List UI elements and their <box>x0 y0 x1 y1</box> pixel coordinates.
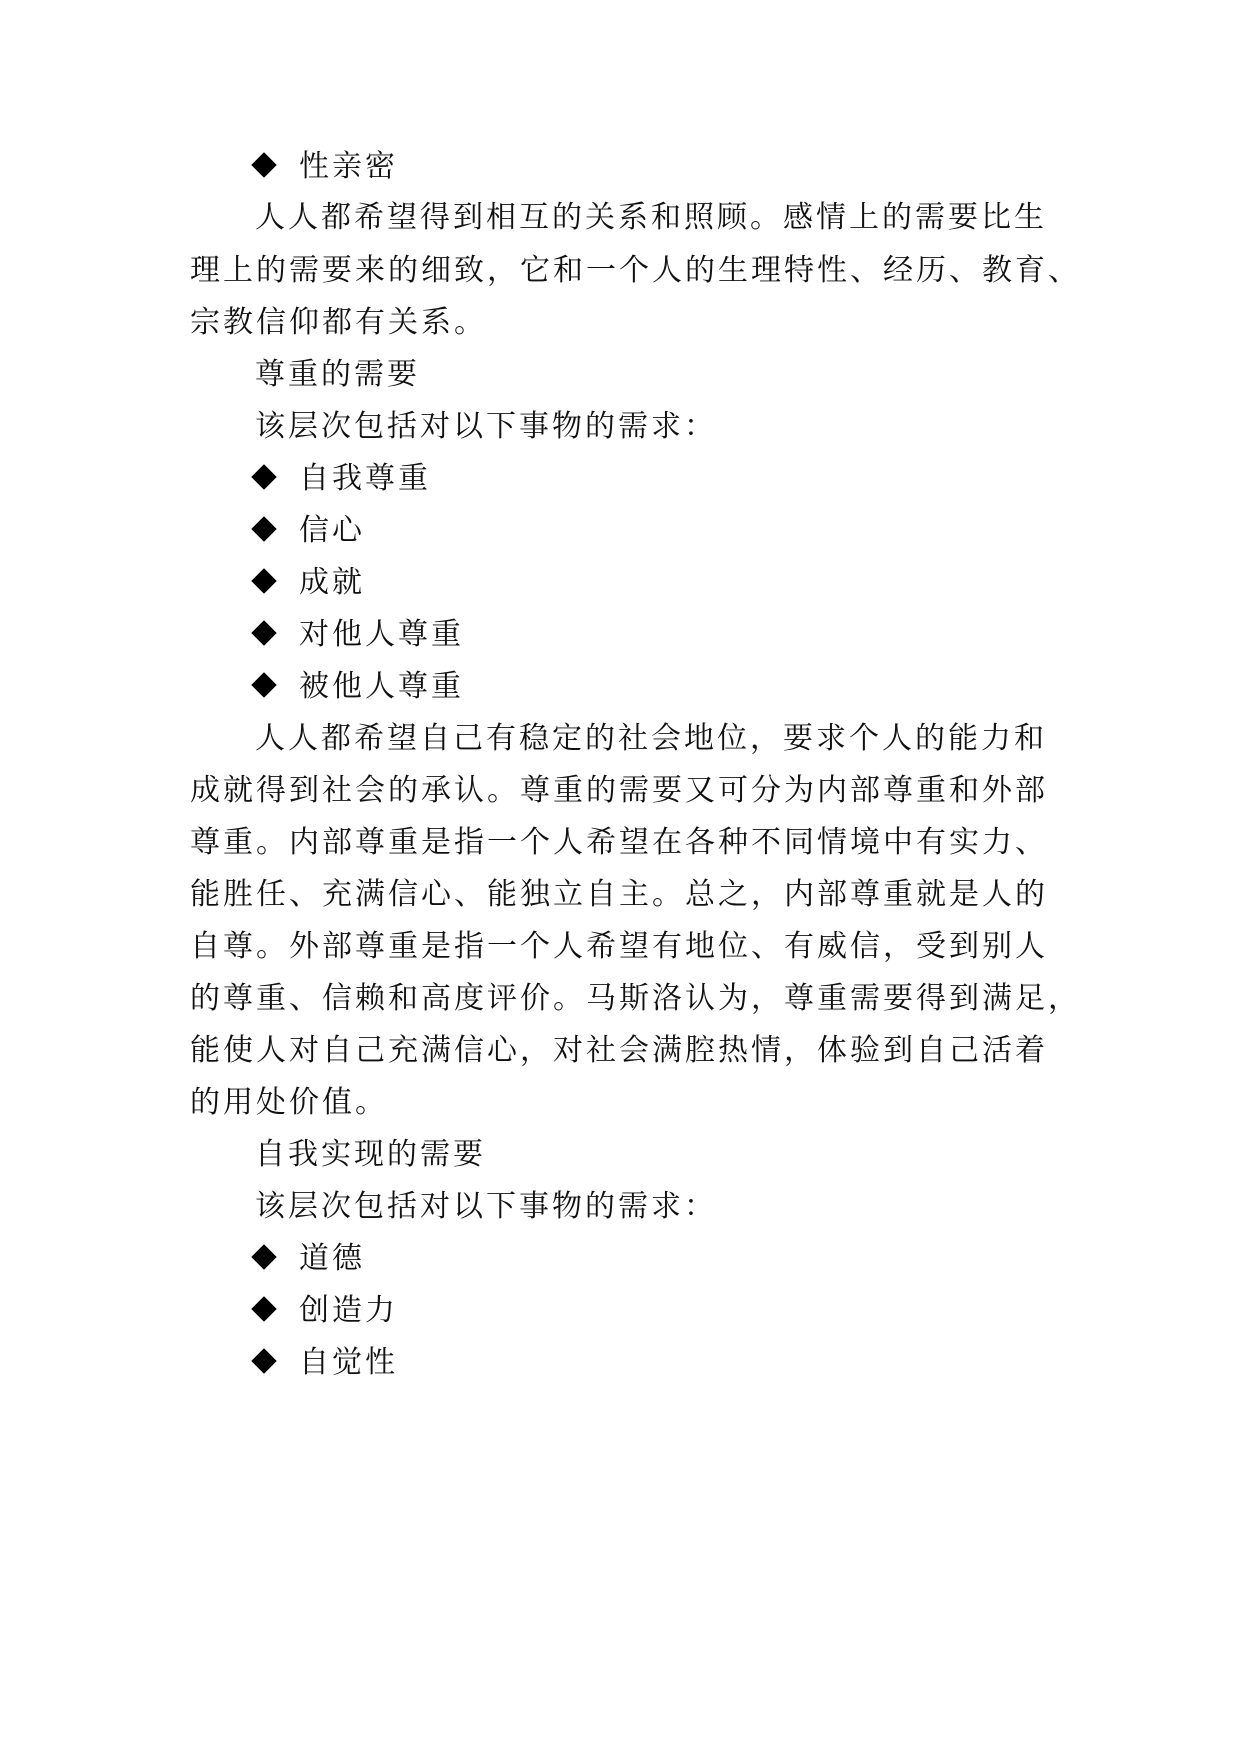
list-item <box>255 1343 398 1383</box>
list-item-text: 自觉性 <box>299 1345 398 1380</box>
list-item <box>255 147 398 187</box>
paragraph-line: 理上的需要来的细致，它和一个人的生理特性、经历、教育、 <box>190 253 1081 288</box>
diamond-bullet-icon <box>251 568 276 593</box>
diamond-bullet-icon <box>251 1296 276 1321</box>
paragraph-line: 能使人对自己充满信心，对社会满腔热情，体验到自己活着 <box>190 1033 1048 1068</box>
list-item <box>255 511 365 551</box>
paragraph-line: 的尊重、信赖和高度评价。马斯洛认为，尊重需要得到满足， <box>190 981 1081 1016</box>
diamond-bullet-icon <box>251 464 276 489</box>
list-item-text: 创造力 <box>299 1293 398 1328</box>
diamond-bullet-icon <box>251 516 276 541</box>
section-heading: 自我实现的需要 <box>255 1137 486 1172</box>
list-item <box>255 1291 398 1331</box>
list-item-text: 道德 <box>299 1241 365 1276</box>
section-intro: 该层次包括对以下事物的需求： <box>255 409 717 444</box>
list-item-text: 信心 <box>299 513 365 548</box>
list-item-text: 自我尊重 <box>299 461 431 496</box>
diamond-bullet-icon <box>251 1244 276 1269</box>
paragraph-line: 宗教信仰都有关系。 <box>190 305 487 340</box>
paragraph-line: 尊重。内部尊重是指一个人希望在各种不同情境中有实力、 <box>190 825 1048 860</box>
diamond-bullet-icon <box>251 620 276 645</box>
list-item <box>255 1239 365 1279</box>
paragraph-line: 人人都希望得到相互的关系和照顾。感情上的需要比生 <box>255 200 1047 235</box>
list-item <box>255 667 464 707</box>
list-item <box>255 459 431 499</box>
paragraph-line: 自尊。外部尊重是指一个人希望有地位、有威信，受到别人 <box>190 929 1048 964</box>
section-heading: 尊重的需要 <box>255 357 420 392</box>
diamond-bullet-icon <box>251 152 276 177</box>
list-item-text: 成就 <box>299 565 365 600</box>
list-item-text: 对他人尊重 <box>299 617 464 652</box>
paragraph-line: 能胜任、充满信心、能独立自主。总之，内部尊重就是人的 <box>190 877 1048 912</box>
list-item-text: 被他人尊重 <box>299 669 464 704</box>
diamond-bullet-icon <box>251 672 276 697</box>
list-item <box>255 615 464 655</box>
paragraph-line: 人人都希望自己有稳定的社会地位，要求个人的能力和 <box>255 721 1047 756</box>
paragraph-line: 的用处价值。 <box>190 1085 388 1120</box>
diamond-bullet-icon <box>251 1348 276 1373</box>
list-item <box>255 563 365 603</box>
paragraph-line: 成就得到社会的承认。尊重的需要又可分为内部尊重和外部 <box>190 773 1048 808</box>
section-intro: 该层次包括对以下事物的需求： <box>255 1189 717 1224</box>
list-item-text: 性亲密 <box>299 149 398 184</box>
